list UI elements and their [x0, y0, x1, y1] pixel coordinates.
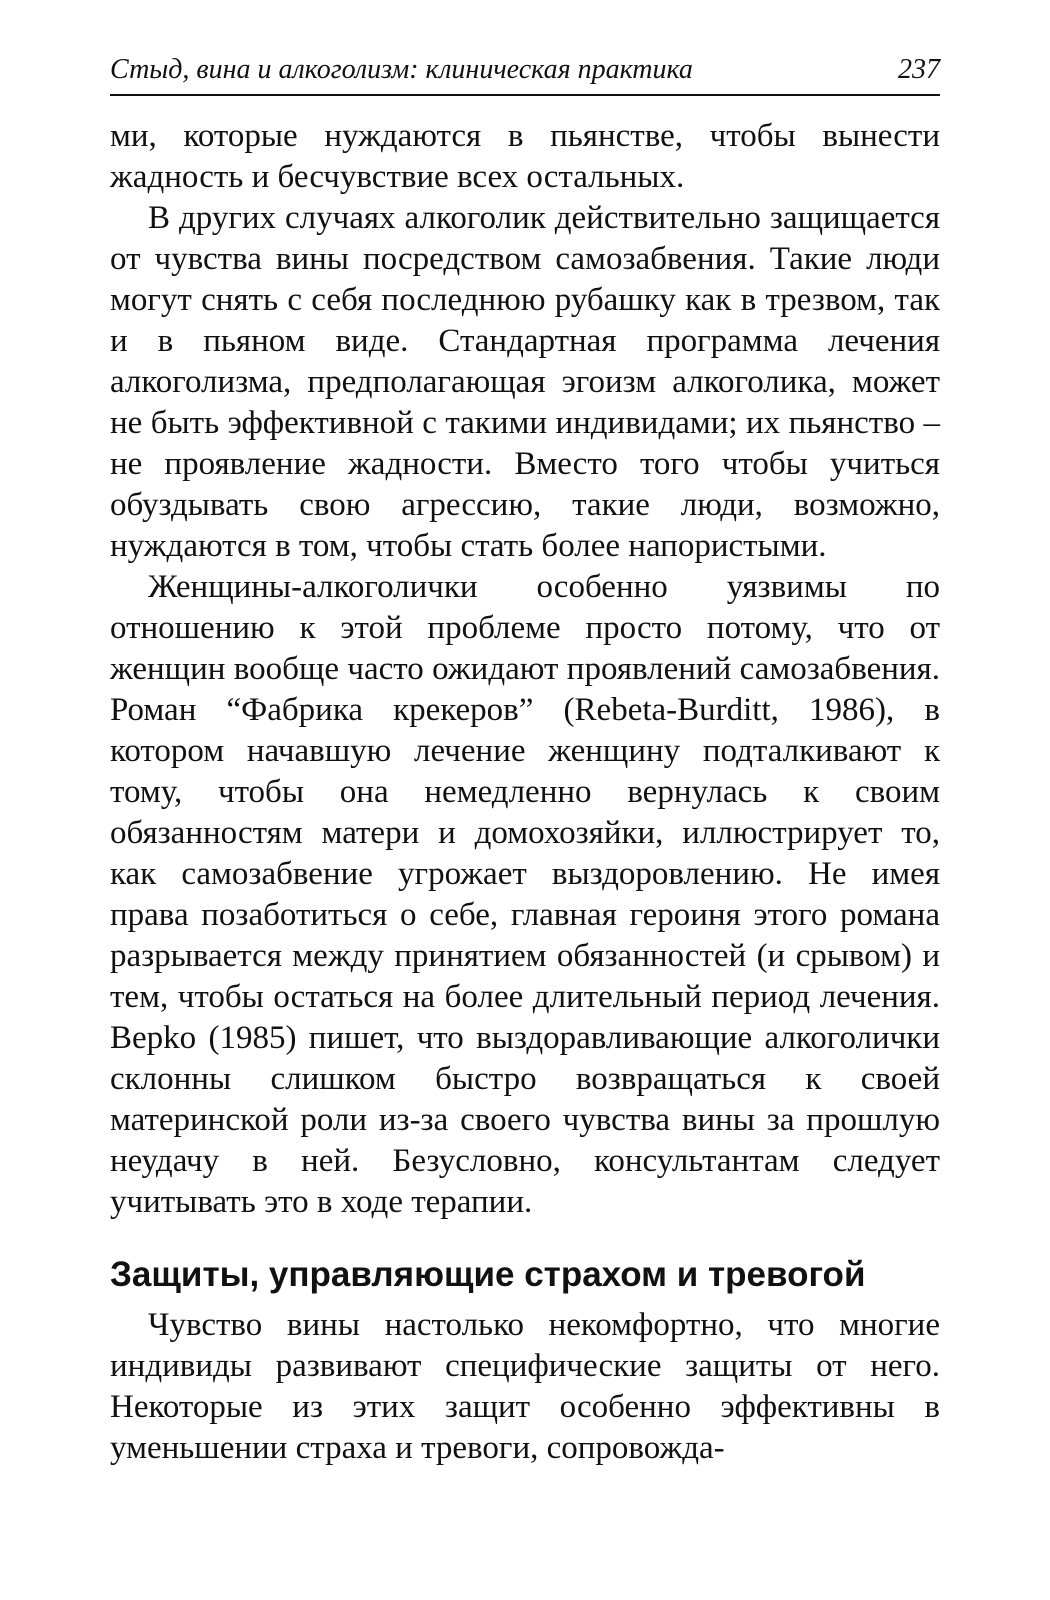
- running-header: [110, 50, 940, 96]
- section-paragraph: Чувство вины настолько некомфортно, что многие индивиды развивают специфические защиты от него. Некоторые из этих защит особенно эффективны в уменьшении страха и тревоги, сопровожда-: [110, 1307, 940, 1466]
- body-text: [110, 116, 940, 1469]
- paragraph-continued: ми, которые нуждаются в пьянстве, чтобы вынести жадность и бесчувствие всех остальных.: [110, 118, 940, 195]
- section-heading: Защиты, управляющие страхом и тревогой: [110, 1255, 866, 1294]
- paragraph-women-alcoholics: Женщины-алкоголички особенно уязвимы по отношению к этой проблеме просто потому, что от женщин вообще часто ожидают проявлений самозабвения. Роман “Фабрика крекеров” (Rebeta-Burditt, 1986), в котором начавшую лечение женщину подталкивают к тому, чтобы она немедленно вернулась к своим обязанностям матери и домохозяйки, иллюстрирует то, как самозабвение угрожает выздоровлению. Не имея права позаботиться о себе, главная героиня этого романа разрывается между принятием обязанностей (и срывом) и тем, чтобы остаться на более длительный период лечения. Bepko (1985) пишет, что выздоравливающие алкоголички склонны слишком быстро возвращаться к своей материнской роли из-за своего чувства вины за прошлую неудачу в ней. Безусловно, консультантам следует учитывать это в ходе терапии.: [110, 569, 940, 1220]
- running-title: Стыд, вина и алкоголизм: клиническая практика: [110, 54, 693, 85]
- paragraph-self-sacrifice: В других случаях алкоголик действительно защищается от чувства вины посредством самозабвения. Такие люди могут снять с себя последнюю рубашку как в трезвом, так и в пьяном виде. Стандартная программа лечения алкоголизма, предполагающая эгоизм алкоголика, может не быть эффективной с такими индивидами; их пьянство – не проявление жадности. Вместо того чтобы учиться обуздывать свою агрессию, такие люди, возможно, нуждаются в том, чтобы стать более напористыми.: [110, 200, 940, 564]
- book-page: [110, 50, 940, 1469]
- page-number: 237: [898, 54, 940, 85]
